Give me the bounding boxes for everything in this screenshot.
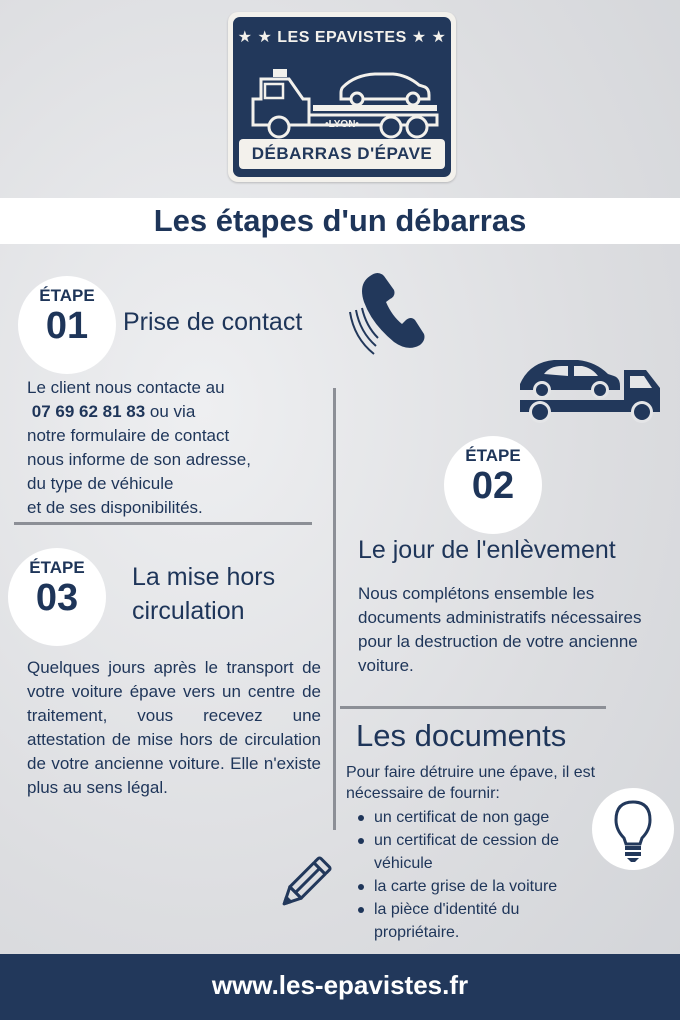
pencil-icon — [272, 852, 336, 916]
phone-icon — [348, 262, 428, 357]
light-bulb-badge — [592, 788, 674, 870]
step-02-number: 02 — [471, 465, 515, 507]
step-03-text: Quelques jours après le transport de votre voiture épave vers un centre de traitement, vous recevez une attestation de mise hors de circulation de votre ancienne voiture. Elle n'existe plus au sens légal. — [27, 658, 321, 797]
step-01-line-3: notre formulaire de contact — [27, 426, 230, 445]
step-01-line-5: du type de véhicule — [27, 474, 174, 493]
tow-truck-icon — [518, 348, 662, 426]
step-01-phone-number[interactable]: 07 69 62 81 83 — [31, 402, 146, 421]
documents-item: un certificat de non gage — [352, 806, 602, 829]
step-02-label: ÉTAPE — [465, 446, 521, 465]
step-01-label: ÉTAPE — [39, 286, 95, 305]
brand-logo — [228, 12, 456, 182]
documents-intro: Pour faire détruire une épave, il est nécessaire de fournir: — [346, 764, 596, 802]
step-01-title: Prise de contact — [123, 308, 303, 336]
vertical-divider — [333, 388, 336, 830]
logo-bottom-text: DÉBARRAS D'ÉPAVE — [239, 139, 445, 169]
documents-item: un certificat de cession de véhicule — [352, 829, 602, 875]
page-title: Les étapes d'un débarras — [153, 203, 527, 238]
step-01-text — [27, 376, 327, 520]
step-01-line-1: Le client nous contacte au — [27, 378, 225, 397]
step-03-badge — [8, 548, 106, 646]
documents-title: Les documents — [356, 718, 567, 753]
title-band — [0, 198, 680, 244]
documents-list — [352, 806, 602, 944]
logo-top-text: ★ ★ LES EPAVISTES ★ ★ — [237, 29, 447, 46]
brand-logo-inner — [233, 17, 451, 177]
step-03-label: ÉTAPE — [29, 558, 85, 577]
step-03-title-line-1: La mise hors — [132, 563, 276, 591]
footer-website-link[interactable]: www.les-epavistes.fr — [0, 954, 680, 1020]
light-bulb-icon — [592, 788, 674, 870]
documents-item: la carte grise de la voiture — [352, 875, 602, 898]
divider-step-01 — [14, 522, 312, 525]
step-03-number: 03 — [35, 577, 79, 619]
step-02-badge — [444, 436, 542, 534]
divider-step-02 — [340, 706, 606, 709]
step-03-title — [132, 560, 275, 628]
step-01-number: 01 — [45, 305, 89, 347]
documents-item: la pièce d'identité du propriétaire. — [352, 898, 602, 944]
logo-city: •LYON• — [325, 119, 359, 130]
step-03-title-line-2: circulation — [132, 597, 245, 625]
step-02-text: Nous complétons ensemble les documents administratifs nécessaires pour la destruction de votre ancienne voiture. — [358, 584, 642, 675]
step-01-line-6: et de ses disponibilités. — [27, 498, 203, 517]
step-01-line-4: nous informe de son adresse, — [27, 450, 251, 469]
step-01-badge — [18, 276, 116, 374]
step-01-line-2: 07 69 62 81 83 ou via — [31, 402, 196, 421]
step-02-title: Le jour de l'enlèvement — [358, 536, 616, 564]
